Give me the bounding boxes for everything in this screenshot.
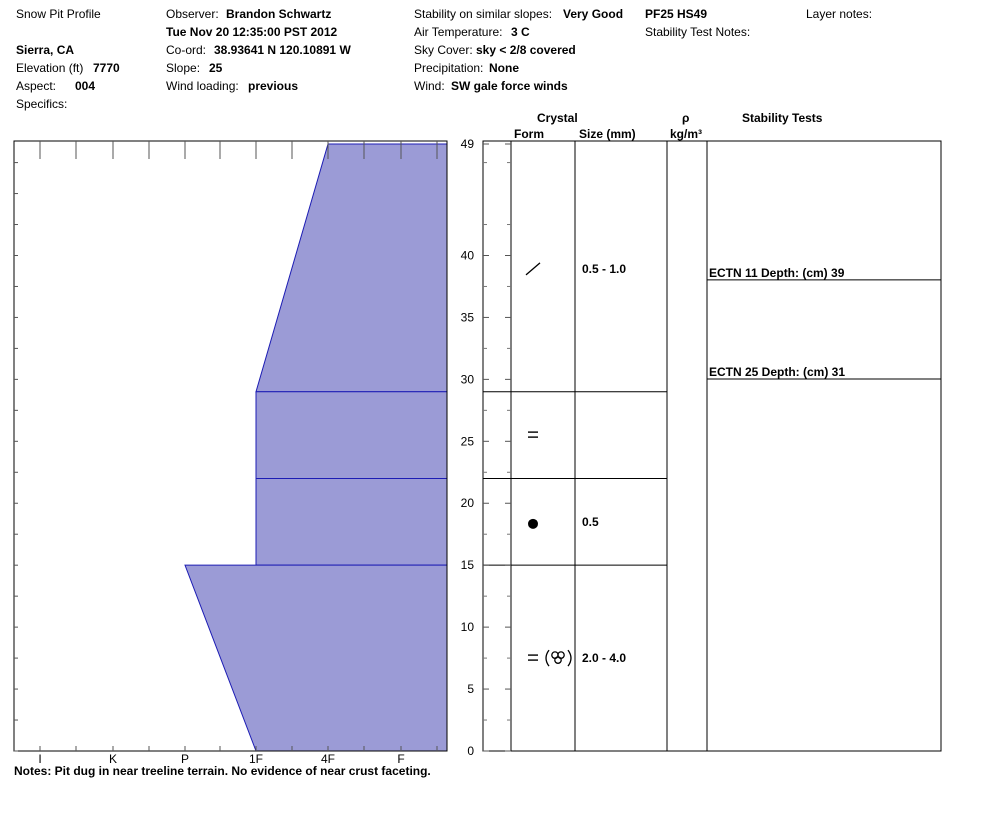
slope-label: Slope: bbox=[166, 61, 201, 75]
pit-notes: Notes: Pit dug in near treeline terrain. No evidence of near crust faceting. bbox=[14, 764, 431, 778]
stability-test-label-2: ECTN 25 Depth: (cm) 31 bbox=[709, 364, 846, 379]
stability-test-notes-label: Stability Test Notes: bbox=[645, 25, 751, 39]
hardness-layer-1 bbox=[256, 144, 447, 392]
location: Sierra, CA bbox=[16, 43, 75, 57]
elevation-label: Elevation (ft) bbox=[16, 61, 84, 75]
depth-label-15: 15 bbox=[460, 558, 474, 573]
precip-value: None bbox=[489, 61, 519, 75]
hardness-label-F: F bbox=[397, 752, 405, 766]
hardness-label-P: P bbox=[180, 752, 190, 766]
depth-label-10: 10 bbox=[460, 620, 474, 635]
wind-loading-label: Wind loading: bbox=[166, 79, 239, 93]
rounded-grains-icon bbox=[528, 519, 538, 529]
stability-tests-header: Stability Tests bbox=[742, 111, 823, 125]
form-header: Form bbox=[514, 127, 544, 141]
sky-value: sky < 2/8 covered bbox=[476, 43, 576, 57]
layer-table-frame bbox=[483, 141, 941, 751]
depth-label-35: 35 bbox=[460, 310, 474, 325]
aspect-label: Aspect: bbox=[16, 79, 57, 93]
coord-label: Co-ord: bbox=[166, 43, 207, 57]
depth-label-25: 25 bbox=[460, 434, 474, 449]
stability-value: Very Good bbox=[563, 7, 624, 21]
observation-datetime: Tue Nov 20 12:35:00 PST 2012 bbox=[166, 25, 338, 39]
wind-label: Wind: bbox=[414, 79, 445, 93]
depth-label-20: 20 bbox=[460, 496, 474, 511]
observer-label: Observer: bbox=[166, 7, 219, 21]
depth-label-40: 40 bbox=[460, 248, 474, 263]
size-header: Size (mm) bbox=[579, 127, 636, 141]
depth-label-49: 49 bbox=[460, 137, 474, 151]
hardness-layer-2 bbox=[256, 392, 447, 479]
wind-value: SW gale force winds bbox=[451, 79, 568, 93]
stability-test-label-1: ECTN 11 Depth: (cm) 39 bbox=[709, 265, 845, 280]
coord-value: 38.93641 N 120.10891 W bbox=[214, 43, 351, 57]
grain-size-4: 2.0 - 4.0 bbox=[582, 651, 627, 666]
crystal-header: Crystal bbox=[537, 111, 578, 125]
hardness-layer-3 bbox=[256, 478, 447, 565]
wind-loading-value: previous bbox=[248, 79, 299, 93]
hardness-label-1F: 1F bbox=[248, 752, 264, 766]
precip-label: Precipitation: bbox=[414, 61, 484, 75]
sky-label: Sky Cover: bbox=[414, 43, 473, 57]
grain-size-1: 0.5 - 1.0 bbox=[582, 261, 627, 276]
grain-size-3: 0.5 bbox=[582, 514, 599, 529]
depth-label-0: 0 bbox=[467, 744, 474, 758]
hardness-label-4F: 4F bbox=[320, 752, 336, 766]
precipitation-particles-icon bbox=[526, 263, 540, 275]
depth-label-5: 5 bbox=[467, 682, 474, 697]
pf-hs: PF25 HS49 bbox=[645, 7, 708, 21]
observer-value: Brandon Schwartz bbox=[226, 7, 332, 21]
hardness-label-K: K bbox=[108, 752, 118, 766]
hardness-layer-4 bbox=[185, 565, 447, 751]
hardness-label-I: I bbox=[38, 752, 42, 766]
elevation-value: 7770 bbox=[93, 61, 120, 75]
profile-title: Snow Pit Profile bbox=[16, 7, 101, 21]
rho-header: ρ bbox=[682, 111, 690, 125]
stability-label: Stability on similar slopes: bbox=[414, 7, 553, 21]
density-header: kg/m³ bbox=[670, 127, 703, 141]
melt-freeze-crust-icon bbox=[528, 650, 571, 666]
specifics-label: Specifics: bbox=[16, 97, 68, 111]
layer-notes-label: Layer notes: bbox=[806, 7, 873, 21]
depth-label-30: 30 bbox=[460, 372, 474, 387]
air-temp-value: 3 C bbox=[511, 25, 530, 39]
air-temp-label: Air Temperature: bbox=[414, 25, 503, 39]
slope-value: 25 bbox=[209, 61, 223, 75]
wind-packed-icon bbox=[528, 432, 538, 437]
aspect-value: 004 bbox=[75, 79, 96, 93]
